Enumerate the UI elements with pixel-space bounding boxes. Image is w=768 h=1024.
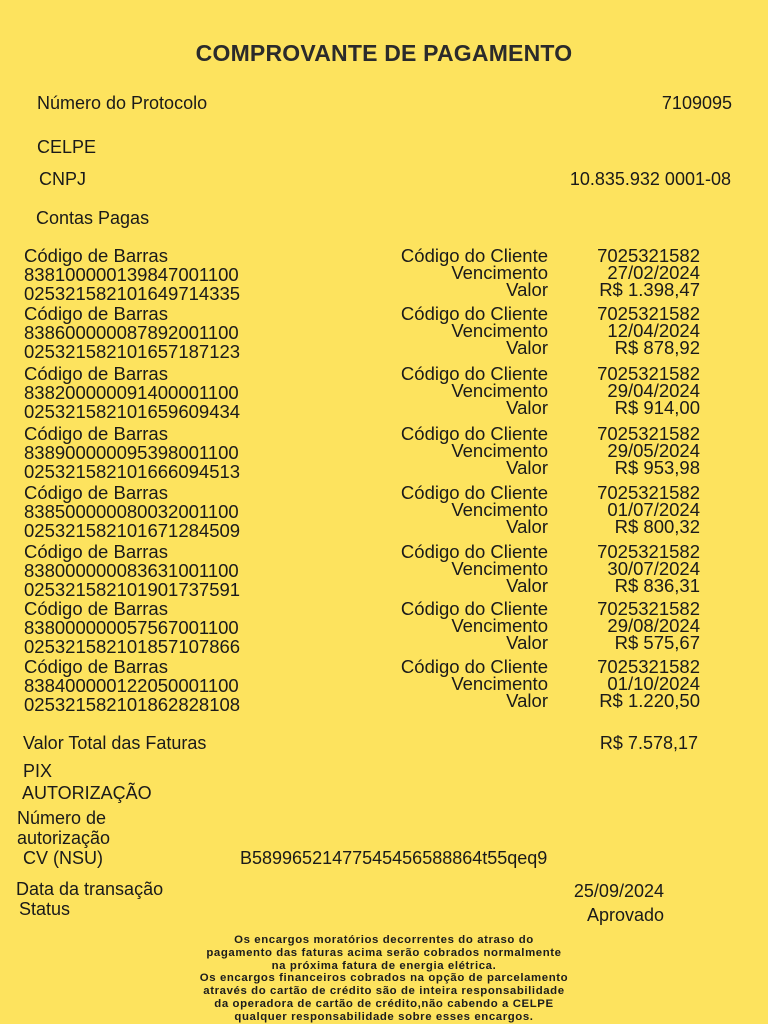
vencimento-value: 12/04/2024	[607, 320, 700, 341]
barcode-line2: 025321582101901737591	[24, 579, 241, 600]
cliente-label: Código do Cliente	[400, 598, 548, 619]
page-title: COMPROVANTE DE PAGAMENTO	[195, 40, 573, 66]
valor-value: R$ 1.220,50	[599, 690, 700, 711]
barcode-label: Código de Barras	[24, 541, 168, 562]
valor-label: Valor	[506, 279, 548, 300]
bill-row	[24, 363, 704, 422]
valor-label: Valor	[506, 516, 548, 537]
barcode-line1: 838000000057567001100	[24, 617, 239, 638]
barcode-line1: 838100000139847001100	[24, 264, 239, 285]
vencimento-label: Vencimento	[451, 320, 548, 341]
bill-row	[24, 303, 704, 362]
barcode-line1: 838600000087892001100	[24, 322, 239, 343]
cliente-label: Código do Cliente	[400, 656, 548, 677]
vencimento-label: Vencimento	[451, 558, 548, 579]
barcode-line2: 025321582101671284509	[24, 520, 241, 541]
bill-row	[24, 541, 704, 600]
bill-row	[24, 245, 704, 304]
barcode-label: Código de Barras	[24, 482, 168, 503]
barcode-line2: 025321582101862828108	[24, 694, 241, 715]
cliente-value: 7025321582	[597, 482, 700, 503]
barcode-line1: 838200000091400001100	[24, 382, 239, 403]
vencimento-label: Vencimento	[451, 262, 548, 283]
vencimento-label: Vencimento	[451, 380, 548, 401]
cliente-value: 7025321582	[597, 303, 700, 324]
barcode-label: Código de Barras	[24, 598, 168, 619]
bill-row	[24, 482, 704, 541]
numero-autorizacao-value: B58996521477545456588864t55qeq9	[240, 848, 548, 868]
barcode-label: Código de Barras	[24, 656, 168, 677]
numero-autorizacao-label: Número de autorização CV (NSU)	[17, 808, 111, 868]
barcode-line2: 025321582101666094513	[24, 461, 241, 482]
status-value: Aprovado	[586, 905, 664, 925]
barcode-line2: 025321582101649714335	[24, 283, 241, 304]
total-label: Valor Total das Faturas	[23, 733, 207, 753]
barcode-label: Código de Barras	[24, 245, 168, 266]
barcode-line1: 838400000122050001100	[24, 675, 239, 696]
bill-row	[24, 598, 704, 657]
total-value: R$ 7.578,17	[599, 733, 698, 753]
vencimento-value: 29/08/2024	[607, 615, 700, 636]
status-label: Status	[19, 899, 71, 919]
barcode-label: Código de Barras	[24, 423, 168, 444]
valor-label: Valor	[506, 575, 548, 596]
autorizacao-label: AUTORIZAÇÃO	[22, 783, 152, 803]
cliente-value: 7025321582	[597, 541, 700, 562]
vencimento-value: 29/05/2024	[607, 440, 700, 461]
cliente-label: Código do Cliente	[400, 423, 548, 444]
valor-label: Valor	[506, 457, 548, 478]
barcode-label: Código de Barras	[24, 363, 168, 384]
valor-value: R$ 953,98	[614, 457, 700, 478]
bill-row	[24, 656, 704, 715]
cliente-value: 7025321582	[597, 423, 700, 444]
vencimento-value: 27/02/2024	[607, 262, 700, 283]
cliente-label: Código do Cliente	[400, 303, 548, 324]
valor-value: R$ 800,32	[614, 516, 700, 537]
vencimento-value: 01/10/2024	[607, 673, 700, 694]
valor-value: R$ 575,67	[614, 632, 700, 653]
data-transacao-value: 25/09/2024	[573, 881, 664, 901]
vencimento-value: 30/07/2024	[607, 558, 700, 579]
vencimento-value: 29/04/2024	[607, 380, 700, 401]
pix-label: PIX	[23, 761, 53, 781]
valor-label: Valor	[506, 397, 548, 418]
vencimento-value: 01/07/2024	[607, 499, 700, 520]
protocolo-value: 7109095	[661, 93, 732, 113]
valor-value: R$ 914,00	[614, 397, 700, 418]
vencimento-label: Vencimento	[451, 615, 548, 636]
cliente-value: 7025321582	[597, 245, 700, 266]
valor-label: Valor	[506, 690, 548, 711]
valor-value: R$ 836,31	[614, 575, 700, 596]
cliente-value: 7025321582	[597, 656, 700, 677]
empresa-name: CELPE	[37, 137, 97, 157]
valor-label: Valor	[506, 632, 548, 653]
cliente-value: 7025321582	[597, 598, 700, 619]
protocolo-label: Número do Protocolo	[37, 93, 208, 113]
cnpj-label: CNPJ	[39, 169, 87, 189]
barcode-label: Código de Barras	[24, 303, 168, 324]
barcode-line2: 025321582101657187123	[24, 341, 241, 362]
barcode-line2: 025321582101659609434	[24, 401, 241, 422]
barcode-line1: 838000000083631001100	[24, 560, 239, 581]
vencimento-label: Vencimento	[451, 499, 548, 520]
cliente-label: Código do Cliente	[400, 541, 548, 562]
contas-pagas-label: Contas Pagas	[36, 208, 150, 228]
vencimento-label: Vencimento	[451, 440, 548, 461]
barcode-line1: 838900000095398001100	[24, 442, 239, 463]
valor-label: Valor	[506, 337, 548, 358]
bill-row	[24, 423, 704, 482]
cliente-label: Código do Cliente	[400, 363, 548, 384]
valor-value: R$ 878,92	[614, 337, 700, 358]
vencimento-label: Vencimento	[451, 673, 548, 694]
barcode-line2: 025321582101857107866	[24, 636, 241, 657]
barcode-line1: 838500000080032001100	[24, 501, 239, 522]
cliente-label: Código do Cliente	[400, 245, 548, 266]
data-transacao-label: Data da transação	[16, 879, 164, 899]
cliente-value: 7025321582	[597, 363, 700, 384]
cliente-label: Código do Cliente	[400, 482, 548, 503]
cnpj-value: 10.835.932 0001-08	[569, 169, 731, 189]
encargos-notice: Os encargos moratórios decorrentes do atraso do pagamento das faturas acima serão cobrados normalmente na próxima fatura de energia elétrica. Os encargos financeiros cobrados na opção de parcelamento através do cartão de crédito são de inteira responsabilidade da operadora de cartão de crédito,não cabendo a CELPE qualquer responsabilidade sobre esses encargos.	[199, 934, 569, 1023]
valor-value: R$ 1.398,47	[599, 279, 700, 300]
